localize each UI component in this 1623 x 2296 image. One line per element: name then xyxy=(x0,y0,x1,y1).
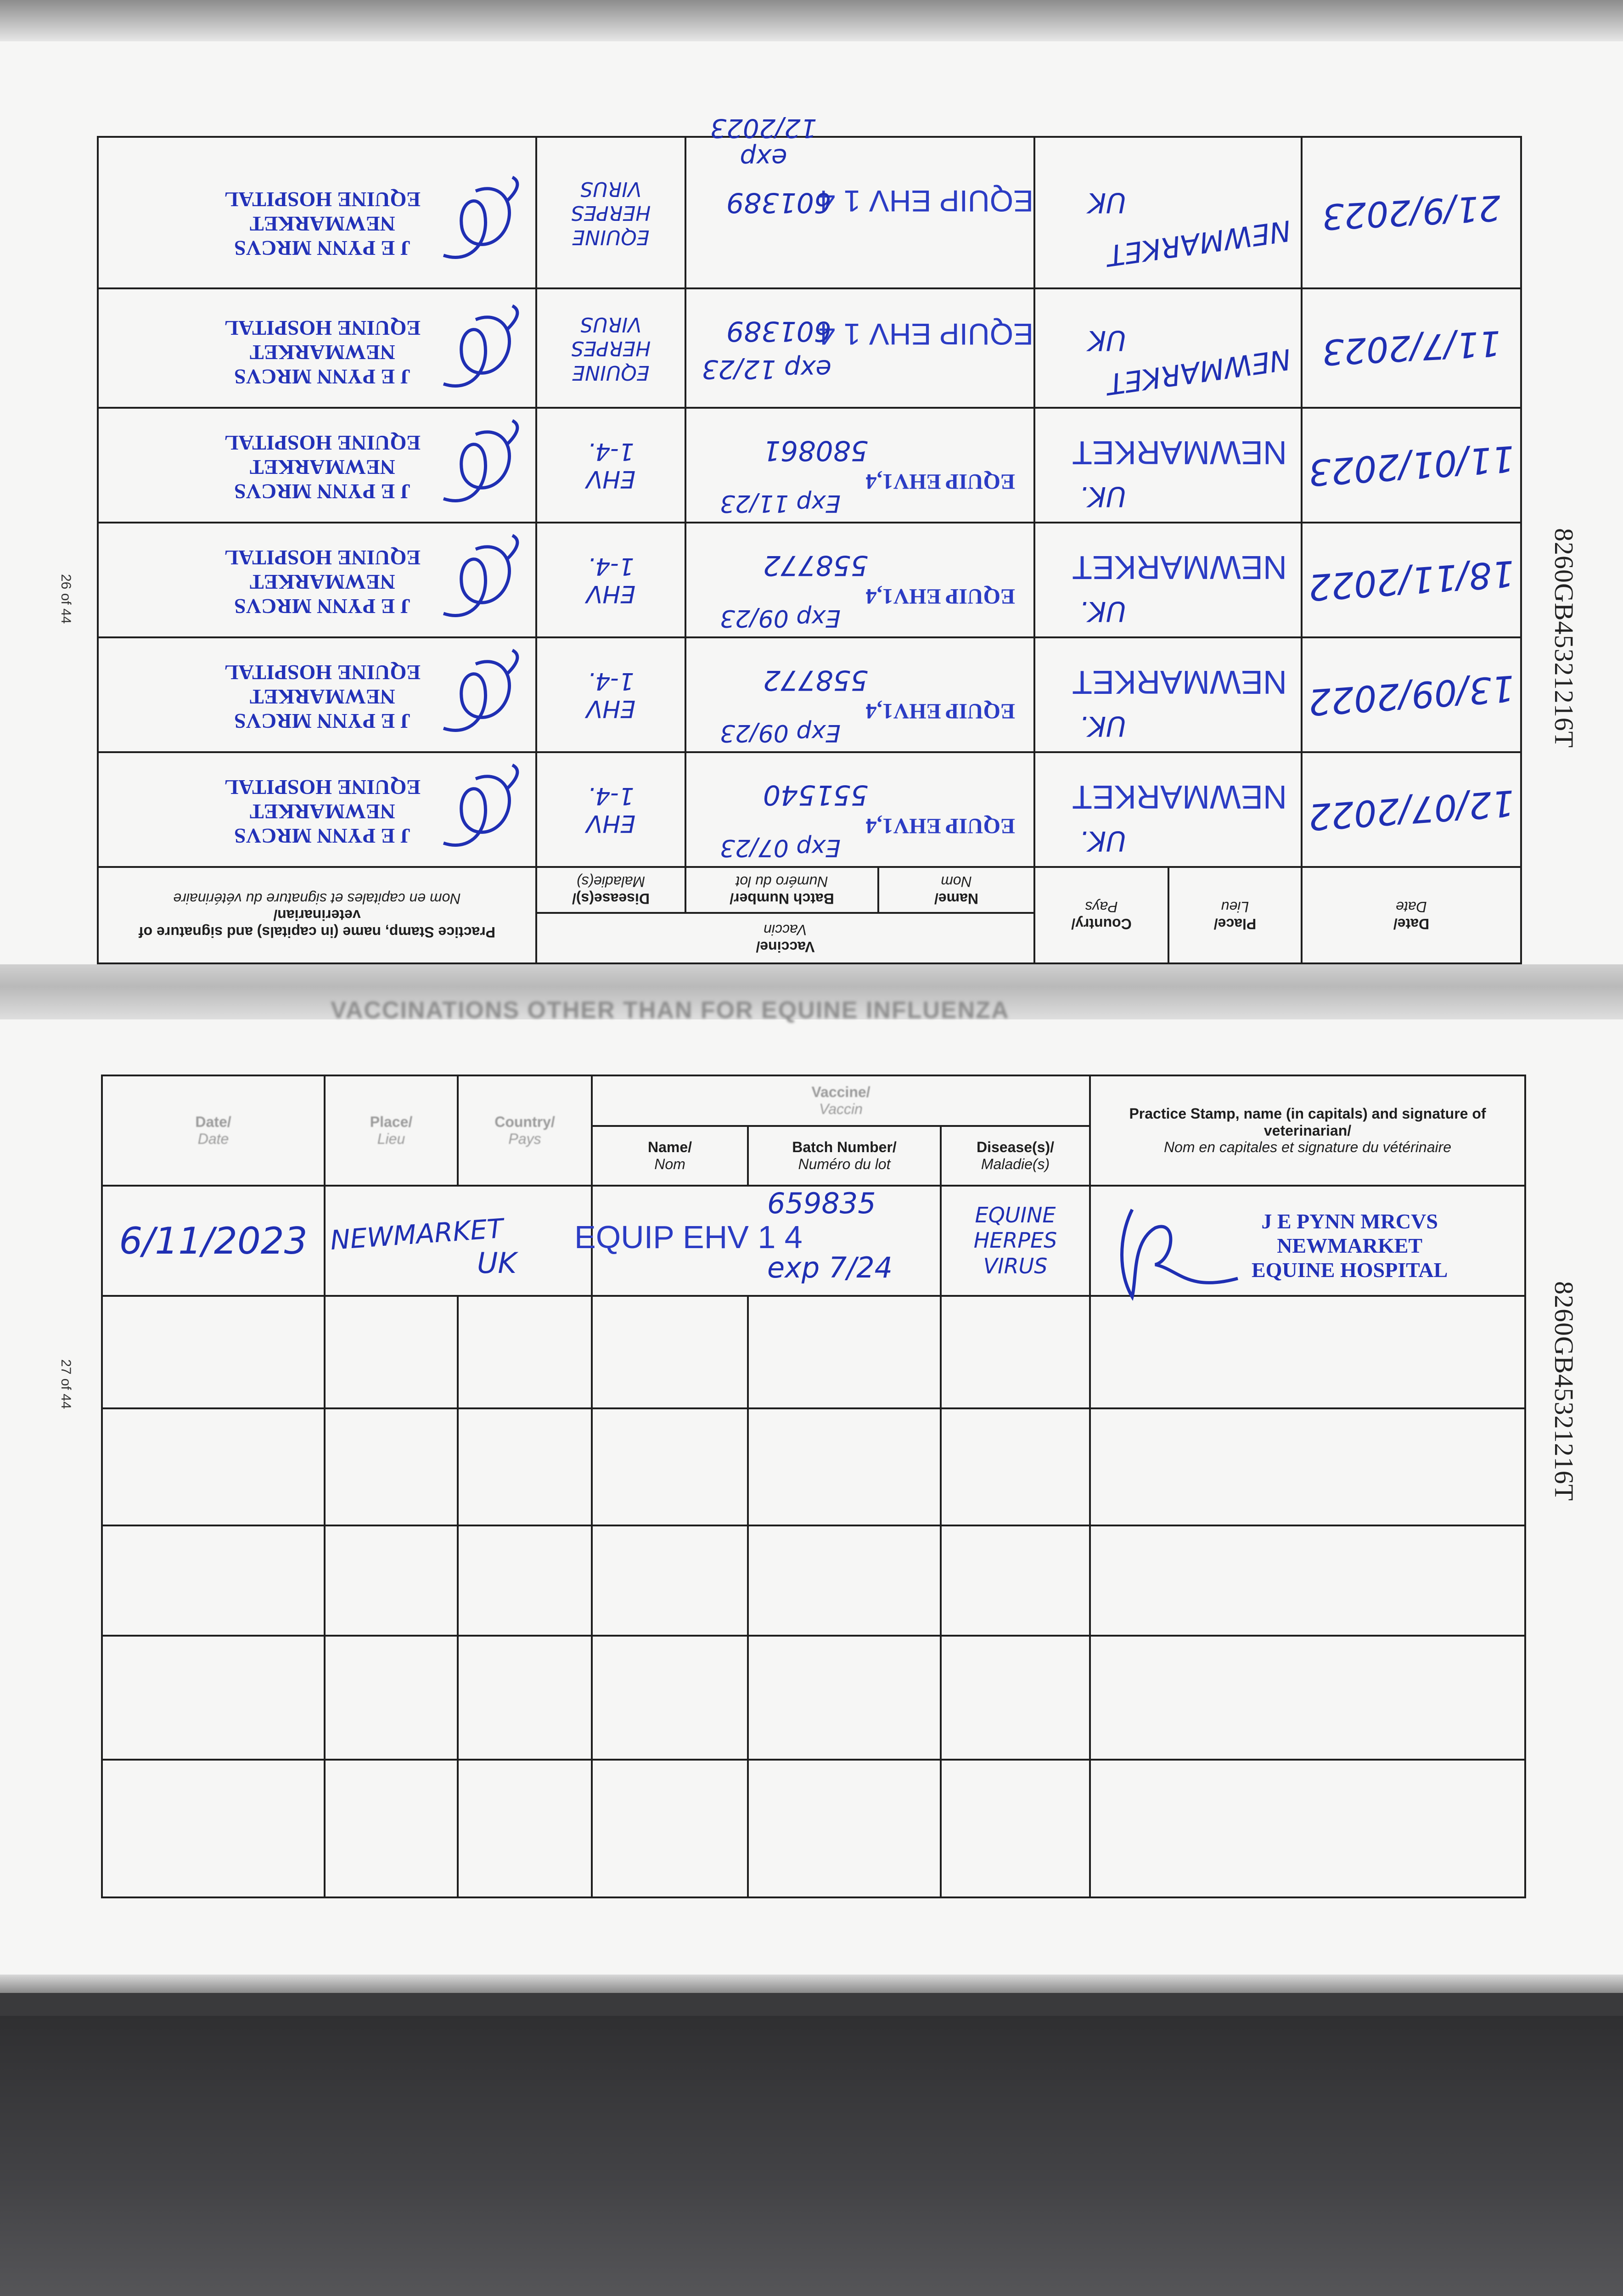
batch-cell: 580861 xyxy=(763,434,868,467)
batch-expiry: Exp 09/23 xyxy=(719,719,841,747)
vaccine-name-cell: EQUIP EHV 1 4 xyxy=(574,1219,803,1255)
vaccination-table-upper xyxy=(97,113,1522,964)
header-disease: Disease(s)/ Maladie(s) xyxy=(941,1126,1090,1186)
date-cell: 21/9/2023 xyxy=(1321,187,1502,238)
vet-stamp: J E PYNN MRCVS NEWMARKET EQUINE HOSPITAL xyxy=(224,188,421,260)
vet-signature xyxy=(416,173,526,269)
table-row xyxy=(98,408,1521,523)
place-cell: NEWMARKET xyxy=(1072,778,1287,815)
header-batch: Batch Number/ Numéro du lot xyxy=(685,867,878,913)
header-name: Name/ Nom xyxy=(878,867,1034,913)
vet-stamp: J E PYNN MRCVS NEWMARKET EQUINE HOSPITAL xyxy=(224,431,421,503)
disease-cell: EHV 1-4. xyxy=(586,667,636,722)
country-cell: UK xyxy=(1088,324,1126,356)
passport-number-upper: 8260GB45321216T xyxy=(1549,528,1579,748)
header-country: Country/ Pays xyxy=(1034,867,1168,963)
date-cell: 6/11/2023 xyxy=(119,1219,308,1262)
batch-cell: 558772 xyxy=(763,664,868,696)
table-row xyxy=(98,523,1521,637)
vet-signature xyxy=(416,760,526,857)
batch-cell: 601389 xyxy=(726,186,831,219)
lower-page-title: VACCINATIONS OTHER THAN FOR EQUINE INFLUENZA xyxy=(331,997,1010,1024)
header-date: Date/ Date xyxy=(1302,867,1521,963)
disease-cell: EQUINE HERPES VIRUS xyxy=(973,1203,1057,1278)
country-cell: UK. xyxy=(1079,480,1126,512)
batch-cell: 551540 xyxy=(763,779,868,811)
table-row xyxy=(102,1186,1525,1296)
batch-cell: 659835 xyxy=(767,1187,876,1220)
batch-cell: 558772 xyxy=(763,549,868,581)
header-batch: Batch Number/ Numéro du lot xyxy=(748,1126,941,1186)
vet-stamp: J E PYNN MRCVS NEWMARKET EQUINE HOSPITAL xyxy=(224,776,421,848)
table-row xyxy=(102,1296,1525,1408)
vet-signature xyxy=(1105,1200,1252,1311)
vet-stamp: J E PYNN MRCVS NEWMARKET EQUINE HOSPITAL xyxy=(1252,1210,1448,1282)
header-vaccine: Vaccine/ Vaccin xyxy=(536,913,1034,963)
date-cell: 11/01/2023 xyxy=(1307,437,1516,493)
vet-signature xyxy=(416,416,526,512)
table-row xyxy=(98,752,1521,867)
header-place: Place/ Lieu xyxy=(1168,867,1302,963)
header-place: Place/ Lieu xyxy=(325,1075,458,1186)
vaccine-name-cell: EQUIP EHV 1 4 xyxy=(818,317,1033,351)
vaccine-name-cell: EQUIP EHV1,4 xyxy=(865,469,1015,494)
passport-number-lower: 8260GB45321216T xyxy=(1549,1281,1579,1501)
country-cell: UK. xyxy=(1079,825,1126,857)
upper-page-table xyxy=(99,113,1522,964)
header-vaccine: Vaccine/ Vaccin xyxy=(592,1075,1090,1126)
date-cell: 12/07/2022 xyxy=(1307,782,1516,838)
page-number-lower: 27 of 44 xyxy=(58,1359,73,1409)
scanner-background xyxy=(0,2016,1623,2296)
country-cell: UK. xyxy=(1079,710,1126,742)
batch-cell: 601389 xyxy=(726,315,831,347)
date-cell: 18/11/2022 xyxy=(1307,552,1516,608)
header-date: Date/ Date xyxy=(102,1075,325,1186)
place-cell: NEWMARKET xyxy=(329,1212,505,1256)
batch-expiry: Exp 11/23 xyxy=(719,490,841,517)
table-row xyxy=(102,1408,1525,1525)
place-cell: NEWMARKET xyxy=(1072,434,1287,471)
vaccine-name-cell: EQUIP EHV1,4 xyxy=(865,699,1015,723)
batch-expiry: exp 12/2023 xyxy=(710,113,817,173)
table-row xyxy=(98,637,1521,752)
vaccine-name-cell: EQUIP EHV1,4 xyxy=(865,814,1015,838)
disease-cell: EHV 1-4. xyxy=(586,782,636,837)
header-name: Name/ Nom xyxy=(592,1126,748,1186)
header-country: Country/ Pays xyxy=(458,1075,592,1186)
page-edge-top xyxy=(0,0,1623,41)
place-cell: NEWMARKET xyxy=(1072,549,1287,585)
batch-expiry: exp 12/23 xyxy=(702,354,831,384)
vaccine-name-cell: EQUIP EHV 1 4 xyxy=(818,184,1033,218)
date-cell: 11/7/2023 xyxy=(1321,323,1502,373)
place-cell: NEWMARKET xyxy=(1072,664,1287,700)
batch-expiry: exp 7/24 xyxy=(767,1251,893,1284)
country-cell: UK xyxy=(1088,186,1126,219)
disease-cell: EHV 1-4. xyxy=(586,552,636,608)
vet-signature xyxy=(416,531,526,627)
page-edge-bottom xyxy=(0,1975,1623,1993)
vet-stamp: J E PYNN MRCVS NEWMARKET EQUINE HOSPITAL xyxy=(224,546,421,618)
disease-cell: EHV 1-4. xyxy=(586,438,636,493)
vet-signature xyxy=(416,301,526,398)
table-row xyxy=(98,137,1521,288)
place-cell: NEWMARKET xyxy=(1105,342,1293,401)
place-cell: NEWMARKET xyxy=(1105,214,1293,273)
vet-stamp: J E PYNN MRCVS NEWMARKET EQUINE HOSPITAL xyxy=(224,661,421,733)
date-cell: 13/09/2022 xyxy=(1307,667,1516,723)
vet-signature xyxy=(416,646,526,742)
table-row xyxy=(102,1636,1525,1760)
header-disease: Disease(s)/ Maladie(s) xyxy=(536,867,685,913)
vet-stamp: J E PYNN MRCVS NEWMARKET EQUINE HOSPITAL xyxy=(224,316,421,388)
header-stamp: Practice Stamp, name (in capitals) and signature of veterinarian/ Nom en capitales et signature du vétérinaire xyxy=(1090,1075,1525,1186)
disease-cell: EQUINE HERPES VIRUS xyxy=(571,312,651,385)
disease-cell: EQUINE HERPES VIRUS xyxy=(571,177,651,249)
table-row xyxy=(102,1760,1525,1897)
batch-expiry: Exp 09/23 xyxy=(719,604,841,632)
vaccine-name-cell: EQUIP EHV1,4 xyxy=(865,584,1015,608)
page-number-upper: 26 of 44 xyxy=(58,574,73,624)
table-row xyxy=(98,288,1521,408)
country-cell: UK xyxy=(477,1246,517,1280)
batch-expiry: Exp 07/23 xyxy=(719,834,841,861)
header-stamp: Practice Stamp, name (in capitals) and signature of veterinarian/ Nom en capitales et signature du vétérinaire xyxy=(98,867,536,963)
table-row xyxy=(102,1525,1525,1636)
country-cell: UK. xyxy=(1079,595,1126,627)
vaccination-table-lower xyxy=(101,1075,1526,1898)
